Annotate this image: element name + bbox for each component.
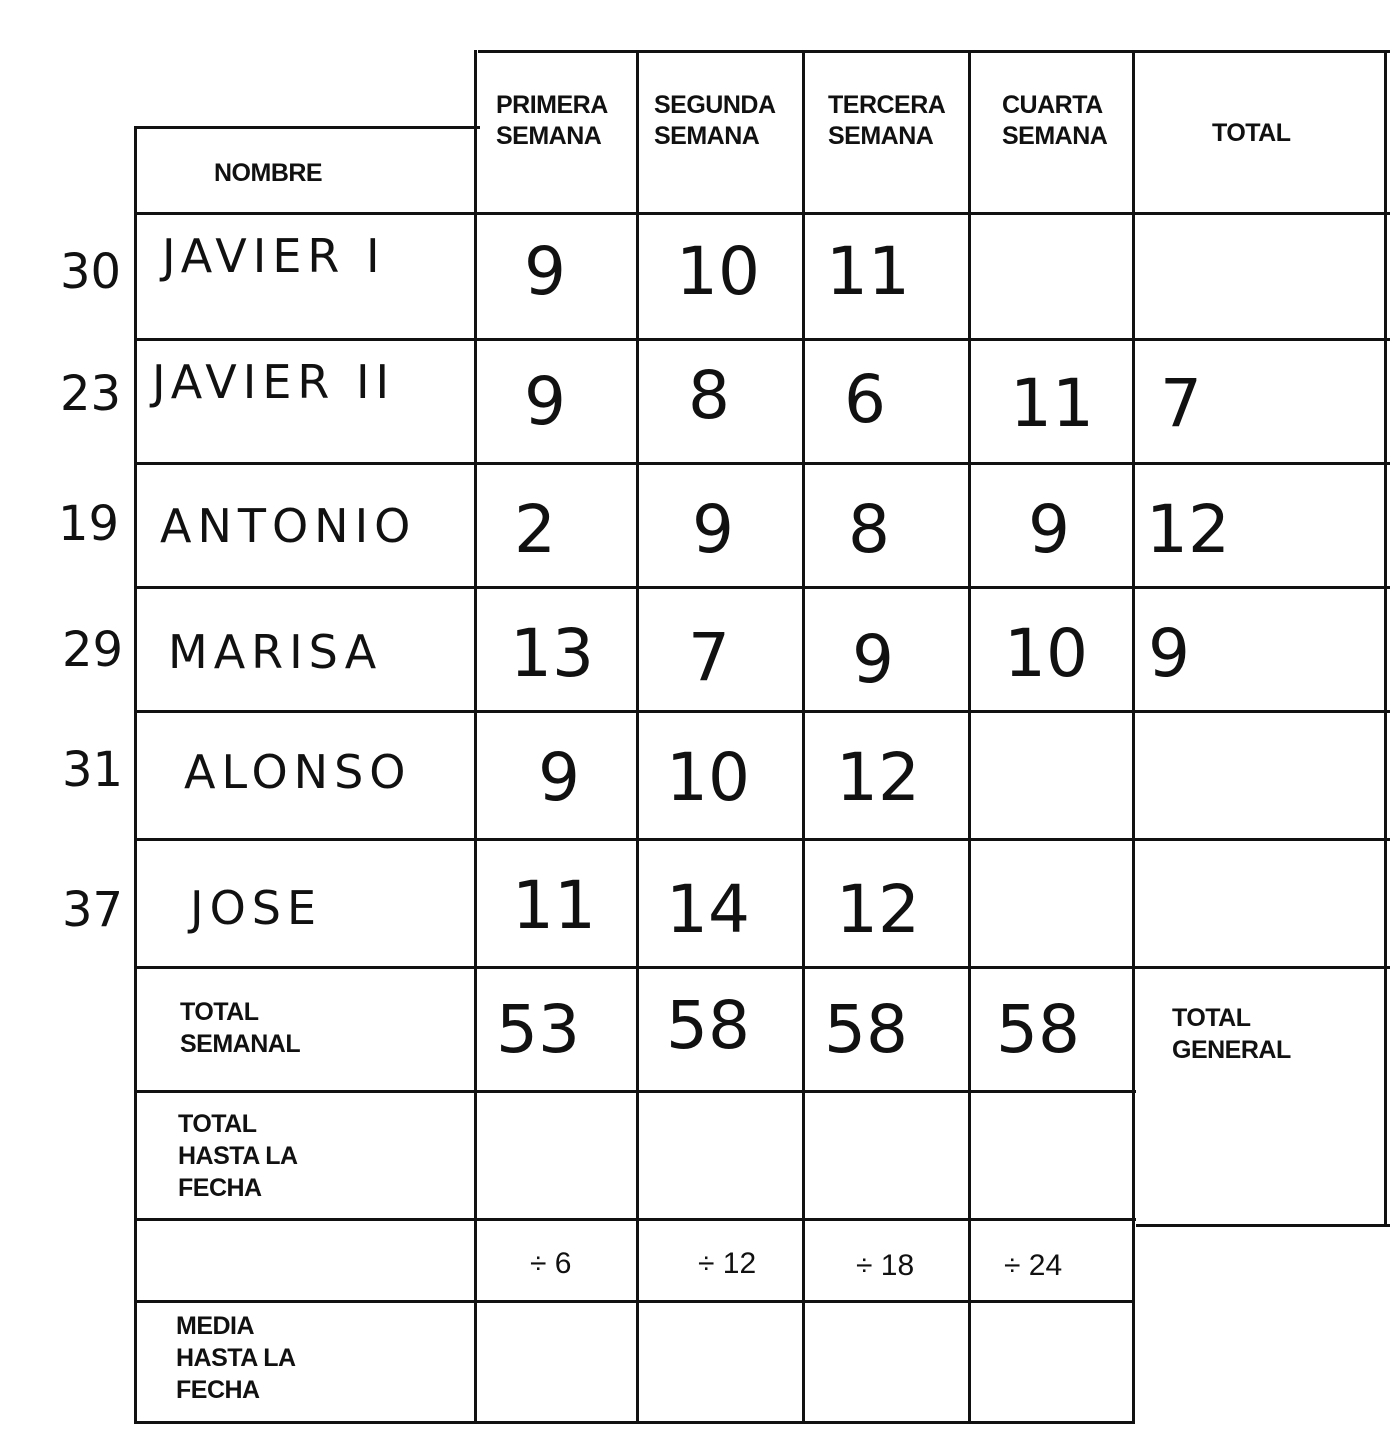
grid-line [134, 212, 1390, 215]
nombre-header: NOMBRE [214, 159, 323, 187]
week4-header-line2: SEMANA [1002, 122, 1108, 150]
row-index: 19 [58, 496, 120, 552]
week1-header-line1: PRIMERA [496, 91, 608, 119]
divisor-week2: ÷ 12 [698, 1247, 757, 1280]
week1-header [496, 90, 608, 152]
row-week2: 14 [666, 871, 750, 948]
week2-header-line2: SEMANA [654, 122, 760, 150]
row-week4: 11 [1010, 365, 1094, 442]
divisor-week3: ÷ 18 [856, 1249, 915, 1282]
row-week3: 12 [836, 739, 920, 816]
row-week3: 8 [848, 491, 890, 568]
week3-header-line2: SEMANA [828, 122, 934, 150]
weekly-total-week2: 58 [666, 987, 750, 1064]
grid-line [802, 50, 805, 1424]
row-total: 7 [1160, 365, 1202, 442]
row-week4: 10 [1004, 615, 1088, 692]
total-general-label-line1: TOTAL [1172, 1004, 1251, 1032]
grid-line [1132, 50, 1135, 1424]
row-week1: 9 [538, 739, 580, 816]
row-week2: 10 [676, 233, 760, 310]
grid-line [474, 50, 477, 1424]
grid-line [134, 1218, 1136, 1221]
row-week3: 11 [826, 233, 910, 310]
row-week1: 11 [512, 867, 596, 944]
grid-line [134, 586, 1390, 589]
average-to-date-label-line2: HASTA LA [176, 1344, 296, 1372]
weekly-total-week4: 58 [996, 991, 1080, 1068]
week2-header [654, 90, 776, 152]
row-index: 30 [60, 244, 122, 300]
weekly-total-label-line1: TOTAL [180, 998, 259, 1026]
row-name: JAVIER I [162, 229, 386, 283]
grid-line [968, 50, 971, 1424]
grid-line [134, 1421, 1132, 1424]
total-to-date-label-line1: TOTAL [178, 1110, 257, 1138]
divisor-week1: ÷ 6 [530, 1247, 572, 1280]
grid-line [134, 838, 1390, 841]
week3-header [828, 90, 945, 152]
row-total: 12 [1146, 491, 1230, 568]
total-to-date-label-line2: HASTA LA [178, 1142, 298, 1170]
row-week1: 9 [524, 363, 566, 440]
row-name: JOSE [190, 881, 323, 935]
total-general-label [1172, 1002, 1291, 1066]
weekly-total-label [180, 996, 300, 1060]
divisor-week4: ÷ 24 [1004, 1249, 1063, 1282]
grid-line [134, 1300, 1132, 1303]
grid-line [134, 710, 1390, 713]
weekly-total-label-line2: SEMANAL [180, 1030, 301, 1058]
average-to-date-label [176, 1310, 296, 1406]
row-week3: 12 [836, 871, 920, 948]
grid-line [134, 966, 1390, 969]
total-header: TOTAL [1212, 119, 1291, 147]
row-name: JAVIER II [152, 355, 396, 409]
average-to-date-label-line1: MEDIA [176, 1312, 255, 1340]
total-to-date-label-line3: FECHA [178, 1174, 262, 1202]
row-week3: 6 [844, 361, 886, 438]
row-name: MARISA [168, 625, 383, 679]
row-week1: 2 [514, 491, 556, 568]
total-general-label-line2: GENERAL [1172, 1036, 1291, 1064]
grid-line [134, 338, 1390, 341]
grid-line [134, 1090, 1136, 1093]
row-index: 31 [62, 742, 124, 798]
grid-line [134, 126, 137, 1424]
row-name: ALONSO [184, 745, 412, 799]
row-name: ANTONIO [160, 499, 417, 553]
total-to-date-label [178, 1108, 298, 1204]
week4-header-line1: CUARTA [1002, 91, 1103, 119]
grid-line [134, 126, 480, 129]
row-week1: 9 [524, 233, 566, 310]
row-week2: 8 [688, 357, 730, 434]
grid-line [636, 50, 639, 1424]
weekly-total-week1: 53 [496, 991, 580, 1068]
grid-line [1136, 1224, 1390, 1227]
row-index: 29 [62, 622, 124, 678]
grid-line [134, 462, 1390, 465]
grid-line [1384, 50, 1387, 1227]
weekly-total-week3: 58 [824, 991, 908, 1068]
row-week4: 9 [1028, 491, 1070, 568]
week4-header [1002, 90, 1107, 152]
week1-header-line2: SEMANA [496, 122, 602, 150]
week3-header-line1: TERCERA [828, 91, 946, 119]
row-week2: 7 [688, 619, 730, 696]
grid-line [478, 50, 1390, 53]
row-week2: 10 [666, 739, 750, 816]
row-total: 9 [1148, 615, 1190, 692]
week2-header-line1: SEGUNDA [654, 91, 776, 119]
average-to-date-label-line3: FECHA [176, 1376, 260, 1404]
row-index: 37 [62, 882, 124, 938]
row-week1: 13 [510, 615, 594, 692]
row-week2: 9 [692, 491, 734, 568]
row-week3: 9 [852, 621, 894, 698]
row-index: 23 [60, 366, 122, 422]
